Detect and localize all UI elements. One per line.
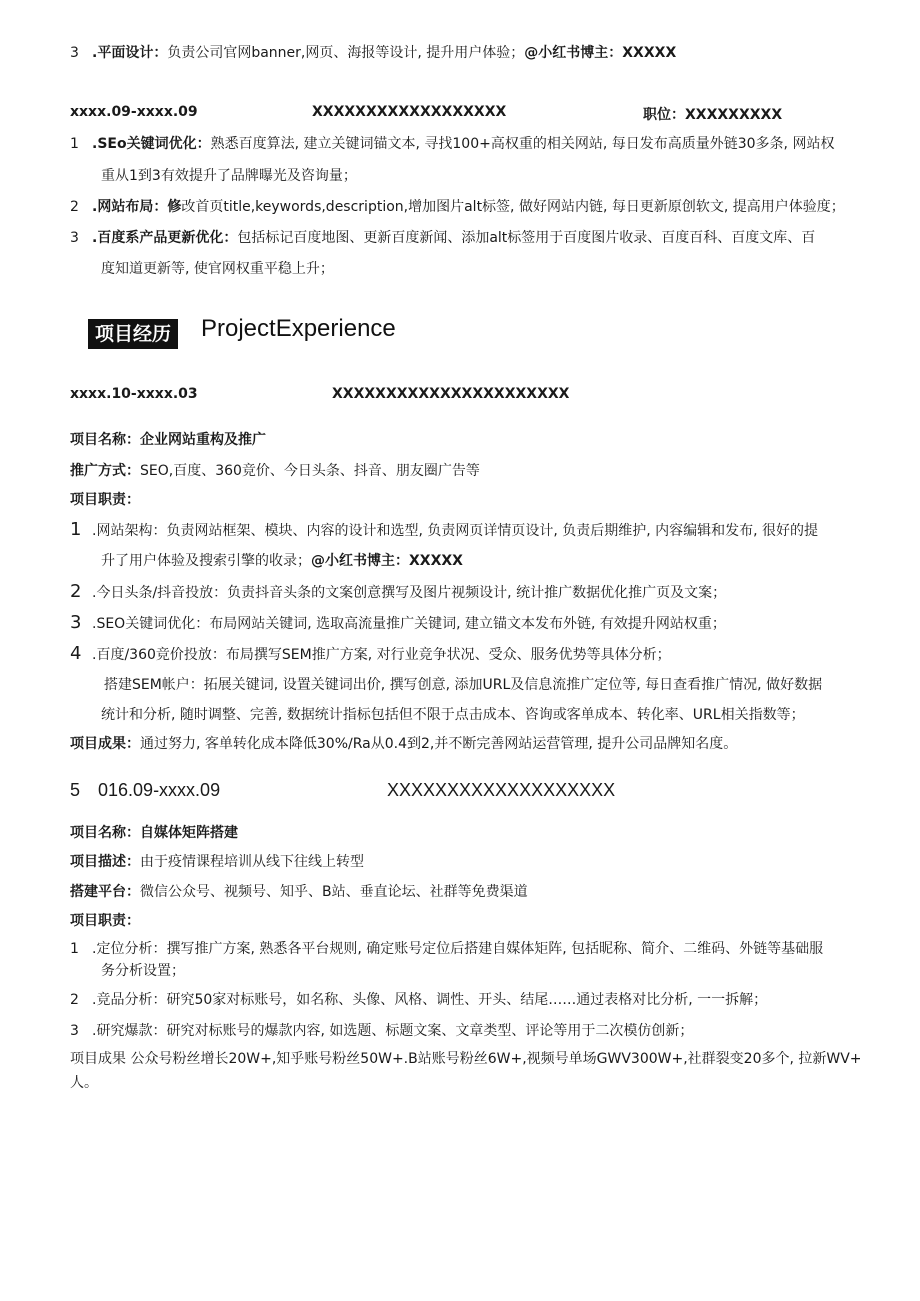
project2-result: 项目成果 公众号粉丝增长20W+,知乎账号粉丝50W+.B站账号粉丝6W+,视频号单场GWV300W+,社群裂变20多个, 拉新WV+ — [70, 1051, 862, 1067]
job-item-2: 2 .网站布局：修改首页title,keywords,description,增加图片alt标签, 做好网站内链, 每日更新原创软文, 提高用户体验度； — [70, 199, 845, 215]
job-item-3-cont: 度知道更新等, 使官网权重平稳上升； — [101, 261, 334, 277]
job-item-1-cont: 重从1到3有效提升了品牌曝光及咨询量； — [101, 168, 357, 184]
project2-platform: 搭建平台：微信公众号、视频号、知乎、B站、垂直论坛、社群等免费渠道 — [70, 884, 528, 900]
job-position: 职位：XXXXXXXXX — [643, 107, 783, 123]
project1-duty-label: 项目职责： — [70, 492, 140, 508]
project2-name: 项目名称：自媒体矩阵搭建 — [70, 825, 238, 841]
job-item-1: 1 .SEo关键词优化：熟悉百度算法, 建立关键词锚文本, 寻找100+高权重的相关网站, 每日发布高质量外链30多条, 网站权 — [70, 136, 835, 152]
project1-item-1: 1 .网站架构：负责网站框架、模块、内容的设计和选型, 负责网页详情页设计, 负责后期维护, 内容编辑和发布, 很好的提 — [70, 519, 819, 540]
project2-period: 5 016.09-xxxx.09 — [70, 780, 221, 800]
project2-item-2: 2 .竞品分析：研究50家对标账号，如名称、头像、风格、调性、开头、结尾……通过表格对比分析, 一一拆解； — [70, 992, 768, 1008]
job-period: xxxx.09-xxxx.09 — [70, 104, 198, 120]
project1-extra-1: 搭建SEM帐户：拓展关键词, 设置关键词出价, 撰写创意, 添加URL及信息流推广定位等, 每日查看推广情况, 做好数据 — [104, 677, 823, 693]
project1-item-4: 4 .百度/360竞价投放：布局撰写SEM推广方案, 对行业竞争状况、受众、服务优势等具体分析； — [70, 643, 671, 664]
project1-method: 推广方式：SEO,百度、360竞价、今日头条、抖音、朋友圈广告等 — [70, 463, 480, 479]
project2-result-cont: 人。 — [70, 1075, 98, 1091]
job-company: XXXXXXXXXXXXXXXXXX — [312, 104, 507, 120]
job-item-3: 3 .百度系产品更新优化：包括标记百度地图、更新百度新闻、添加alt标签用于百度图片收录、百度百科、百度文库、百 — [70, 230, 816, 246]
project1-extra-2: 统计和分析, 随时调整、完善, 数据统计指标包括但不限于点击成本、咨询或客单成本、转化率、URL相关指数等； — [101, 707, 805, 723]
project1-company: XXXXXXXXXXXXXXXXXXXXXX — [332, 386, 570, 402]
section-title-cn: 项目经历 — [88, 319, 178, 349]
project1-period: xxxx.10-xxxx.03 — [70, 386, 198, 402]
project2-item-3: 3 .研究爆款：研究对标账号的爆款内容, 如选题、标题文案、文章类型、评论等用于二次模仿创新； — [70, 1023, 694, 1039]
project2-desc: 项目描述：由于疫情课程培训从线下往线上转型 — [70, 854, 364, 870]
project1-name: 项目名称：企业网站重构及推广 — [70, 432, 266, 448]
project1-item-1-cont: 升了用户体验及搜索引擎的收录；@小红书博主：XXXXX — [101, 553, 463, 569]
project1-item-3: 3 .SEO关键词优化：布局网站关键词, 选取高流量推广关键词, 建立锚文本发布外链, 有效提升网站权重； — [70, 612, 726, 633]
section-title-en: ProjectExperience — [201, 315, 396, 342]
project2-company: XXXXXXXXXXXXXXXXXXX — [387, 780, 616, 800]
project2-item-1: 1 .定位分析：撰写推广方案, 熟悉各平台规则, 确定账号定位后搭建自媒体矩阵, 包括昵称、简介、二维码、外链等基础服 — [70, 941, 824, 957]
project1-item-2: 2 .今日头条/抖音投放：负责抖音头条的文案创意撰写及图片视频设计, 统计推广数据优化推广页及文案； — [70, 581, 727, 602]
work-item-design: 3 .平面设计：负责公司官网banner,网页、海报等设计, 提升用户体验；@小红书博主：XXXXX — [70, 45, 677, 61]
project1-result: 项目成果：通过努力, 客单转化成本降低30%∕Ra从0.4到2,并不断完善网站运营管理, 提升公司品牌知名度。 — [70, 736, 738, 752]
project2-duty-label: 项目职责： — [70, 913, 140, 929]
project2-item-1-cont: 务分析设置； — [101, 963, 185, 979]
